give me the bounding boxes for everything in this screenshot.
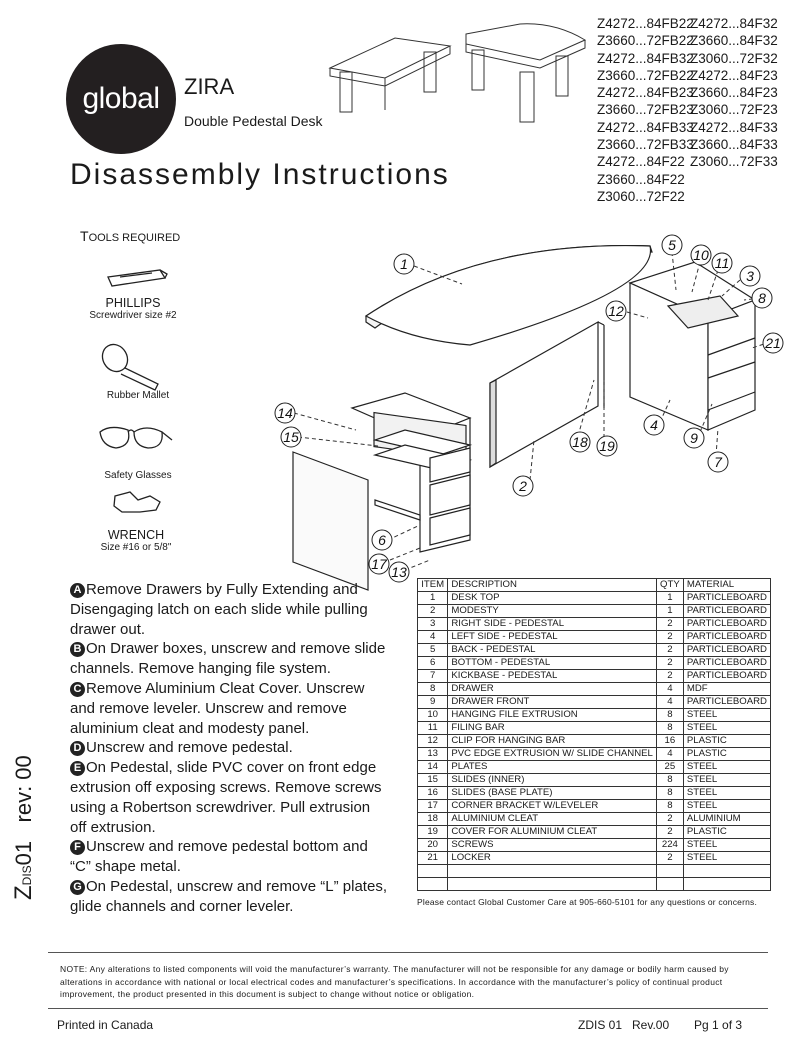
tool-detail: Size #16 or 5/8" [100, 542, 172, 553]
step-text: On Pedestal, unscrew and remove “L” plates, glide channels and corner leveler. [70, 877, 387, 915]
model-number: Z3060...72F32 [690, 50, 778, 66]
table-cell: 2 [656, 631, 683, 644]
table-cell: 1 [656, 592, 683, 605]
code-rev: rev: 00 [11, 755, 36, 823]
callout-number: 18 [572, 434, 588, 450]
tools-heading [80, 228, 180, 244]
table-cell: STEEL [683, 852, 770, 865]
table-row [418, 631, 771, 644]
exploded-view [293, 246, 755, 590]
table-cell: DESK TOP [448, 592, 657, 605]
table-row [418, 618, 771, 631]
product-name: ZIRA [184, 74, 235, 99]
table-cell: 1 [656, 605, 683, 618]
callout-number: 5 [668, 237, 676, 253]
table-cell: FILING BAR [448, 722, 657, 735]
callout-number: 13 [391, 564, 407, 580]
table-row [418, 761, 771, 774]
table-cell: BOTTOM - PEDESTAL [448, 657, 657, 670]
table-cell: 17 [418, 800, 448, 813]
table-row [418, 696, 771, 709]
legal-note: NOTE: Any alterations to listed components will void the manufacturer’s warranty. The manufacturer will not be responsible for any damage or bodily harm caused by alterations in accordance with national or local electrical codes and manufacturer’s specifications. In accordance with the manufacturer’s policy of continual product improvement, the product presented in this document is subject to change without notice or obligation. [60, 964, 729, 999]
table-cell: RIGHT SIDE - PEDESTAL [448, 618, 657, 631]
model-number: Z3660...72FB33 [597, 137, 694, 153]
tool-name: PHILLIPS [105, 296, 161, 310]
product-subtitle: Double Pedestal Desk [184, 113, 323, 129]
table-cell: 2 [656, 657, 683, 670]
table-cell: PLASTIC [683, 748, 770, 761]
model-number: Z4272...84FB32 [597, 50, 694, 66]
step-text: On Drawer boxes, unscrew and remove slide channels. Remove hanging file system. [70, 640, 386, 678]
table-row [418, 839, 771, 852]
table-row [418, 657, 771, 670]
table-cell: 8 [656, 787, 683, 800]
table-cell: 4 [656, 683, 683, 696]
table-cell: PARTICLEBOARD [683, 631, 770, 644]
footer-printed: Printed in Canada [57, 1018, 154, 1032]
table-cell: 4 [656, 696, 683, 709]
model-number: Z4272...84F23 [690, 67, 778, 83]
step-letter-icon: A [70, 583, 85, 598]
mallet-icon [98, 340, 158, 390]
table-cell: PARTICLEBOARD [683, 618, 770, 631]
callout-number: 14 [277, 405, 293, 421]
table-cell: PLATES [448, 761, 657, 774]
table-cell: 16 [418, 787, 448, 800]
tool-wrench [61, 528, 211, 553]
table-cell: PVC EDGE EXTRUSION W/ SLIDE CHANNEL [448, 748, 657, 761]
table-row [418, 813, 771, 826]
tool-detail: Safety Glasses [104, 470, 172, 481]
col-qty: QTY [656, 579, 683, 592]
tool-name: WRENCH [107, 528, 165, 542]
table-cell: PLASTIC [683, 735, 770, 748]
step-text: Remove Drawers by Fully Extending and Disengaging latch on each slide while pulling drawer out. [70, 581, 368, 638]
tools-heading-cap: T [80, 228, 89, 244]
callout-number: 4 [650, 417, 658, 433]
table-cell: 8 [656, 800, 683, 813]
footer-doc: ZDIS 01 [578, 1018, 623, 1032]
table-cell: 12 [418, 735, 448, 748]
table-cell: 14 [418, 761, 448, 774]
table-cell: MODESTY [448, 605, 657, 618]
callout-number: 19 [599, 438, 615, 454]
model-number: Z4272...84FB22 [597, 16, 694, 31]
table-cell: LOCKER [448, 852, 657, 865]
table-row [418, 852, 771, 865]
step-text: Unscrew and remove pedestal. [86, 739, 293, 757]
table-cell: STEEL [683, 839, 770, 852]
table-row [418, 605, 771, 618]
document-code-vertical [10, 700, 38, 900]
model-number: Z4272...84FB23 [597, 85, 694, 101]
table-row [418, 722, 771, 735]
callout-number: 15 [283, 429, 299, 445]
instruction-step [70, 679, 390, 738]
table-cell: 3 [418, 618, 448, 631]
table-cell: 2 [656, 826, 683, 839]
step-letter-icon: F [70, 840, 85, 855]
parts-table [417, 578, 771, 891]
table-cell: CLIP FOR HANGING BAR [448, 735, 657, 748]
col-description: DESCRIPTION [448, 579, 657, 592]
table-cell: SLIDES (BASE PLATE) [448, 787, 657, 800]
table-cell: PARTICLEBOARD [683, 657, 770, 670]
table-row-empty [418, 865, 771, 878]
table-cell: 18 [418, 813, 448, 826]
callout-number: 17 [371, 556, 387, 572]
model-number: Z3660...84F22 [597, 171, 685, 187]
col-item: ITEM [418, 579, 448, 592]
callout-number: 8 [758, 290, 766, 306]
desk-thumbnail-1 [330, 38, 450, 112]
table-cell: PARTICLEBOARD [683, 592, 770, 605]
instruction-steps [70, 580, 390, 917]
divider [48, 952, 768, 953]
table-cell: PARTICLEBOARD [683, 696, 770, 709]
table-cell: CORNER BRACKET W/LEVELER [448, 800, 657, 813]
table-cell: STEEL [683, 761, 770, 774]
table-cell: HANGING FILE EXTRUSION [448, 709, 657, 722]
step-text: Remove Aluminium Cleat Cover. Unscrew and remove leveler. Unscrew and remove aluminium cleat and modesty panel. [70, 679, 365, 737]
table-cell: 9 [418, 696, 448, 709]
table-cell: 1 [418, 592, 448, 605]
page-title: Disassembly Instructions [70, 158, 450, 191]
table-cell: 2 [656, 813, 683, 826]
table-cell: 7 [418, 670, 448, 683]
divider [48, 1008, 768, 1009]
callout-number: 2 [519, 478, 527, 494]
table-cell: 224 [656, 839, 683, 852]
table-cell: 25 [656, 761, 683, 774]
step-text: On Pedestal, slide PVC cover on front edge extrusion off exposing screws. Remove screws using a Robertson screwdriver. Pull extrusion off extrusion. [70, 759, 382, 836]
table-row-empty [418, 878, 771, 891]
table-cell: PARTICLEBOARD [683, 670, 770, 683]
table-row [418, 670, 771, 683]
code-num: 01 [11, 840, 36, 866]
table-cell: ALUMINIUM CLEAT [448, 813, 657, 826]
model-number: Z3660...72FB23 [597, 102, 694, 118]
table-cell: MDF [683, 683, 770, 696]
step-letter-icon: B [70, 642, 85, 657]
callout-number: 7 [714, 454, 722, 470]
table-cell: 4 [418, 631, 448, 644]
callout-number: 10 [693, 247, 709, 263]
table-cell: BACK - PEDESTAL [448, 644, 657, 657]
table-cell: 6 [418, 657, 448, 670]
instruction-step [70, 639, 390, 679]
desk-thumbnail-2 [466, 24, 585, 122]
tool-glasses [63, 470, 213, 481]
callout-number: 11 [714, 255, 730, 271]
table-cell: STEEL [683, 722, 770, 735]
table-cell: 4 [656, 748, 683, 761]
callout-number: 12 [608, 303, 624, 319]
callout-number: 9 [690, 430, 698, 446]
model-number: Z3660...84F32 [690, 33, 778, 49]
contact-text: Please contact Global Customer Care at 905-660-5101 for any questions or concerns. [417, 897, 758, 907]
step-letter-icon: C [70, 682, 85, 697]
code-z: Z [10, 885, 37, 900]
tool-detail: Screwdriver size #2 [89, 310, 177, 321]
callout-number: 3 [746, 268, 754, 284]
callout-number: 21 [765, 335, 781, 351]
tools-heading-rest: OOLS REQUIRED [88, 232, 181, 244]
table-cell: ALUMINIUM [683, 813, 770, 826]
table-cell: COVER FOR ALUMINIUM CLEAT [448, 826, 657, 839]
glasses-icon [100, 427, 172, 448]
table-cell: PARTICLEBOARD [683, 605, 770, 618]
table-header-row [418, 579, 771, 592]
table-row [418, 774, 771, 787]
table-row [418, 709, 771, 722]
table-cell: 2 [656, 670, 683, 683]
instruction-step [70, 738, 390, 758]
wrench-icon [114, 492, 160, 512]
table-row [418, 644, 771, 657]
model-number: Z3660...72FB22 [597, 33, 694, 49]
table-row [418, 683, 771, 696]
table-cell: 11 [418, 722, 448, 735]
table-cell: 8 [418, 683, 448, 696]
screwdriver-icon [108, 270, 167, 286]
model-number: Z3660...84F33 [690, 137, 778, 153]
model-number: Z4272...84F33 [690, 119, 778, 135]
table-cell: DRAWER FRONT [448, 696, 657, 709]
table-row [418, 592, 771, 605]
table-row [418, 826, 771, 839]
table-cell: 13 [418, 748, 448, 761]
table-cell: 2 [656, 618, 683, 631]
table-cell: 10 [418, 709, 448, 722]
table-cell: 16 [656, 735, 683, 748]
table-cell: 2 [418, 605, 448, 618]
table-cell: STEEL [683, 774, 770, 787]
table-cell: 8 [656, 709, 683, 722]
table-cell: 2 [656, 644, 683, 657]
table-cell: 19 [418, 826, 448, 839]
table-cell: 8 [656, 722, 683, 735]
footer-rev: Rev.00 [632, 1018, 670, 1032]
footer-page: Pg 1 of 3 [694, 1018, 743, 1032]
table-row [418, 787, 771, 800]
model-number: Z4272...84FB33 [597, 119, 694, 135]
tool-phillips [58, 296, 208, 321]
callout-number: 1 [400, 256, 408, 272]
tool-mallet [63, 390, 213, 401]
table-cell: STEEL [683, 800, 770, 813]
table-cell: PARTICLEBOARD [683, 644, 770, 657]
table-cell: 8 [656, 774, 683, 787]
table-cell: 2 [656, 852, 683, 865]
step-letter-icon: G [70, 880, 85, 895]
table-cell: KICKBASE - PEDESTAL [448, 670, 657, 683]
code-dis: DIS [20, 865, 34, 886]
instruction-step [70, 580, 390, 639]
table-cell: STEEL [683, 709, 770, 722]
table-cell: STEEL [683, 787, 770, 800]
model-number: Z3660...84F23 [690, 85, 778, 101]
model-number: Z4272...84F32 [690, 16, 778, 31]
table-cell: 15 [418, 774, 448, 787]
step-letter-icon: E [70, 761, 85, 776]
step-letter-icon: D [70, 741, 85, 756]
table-cell: LEFT SIDE - PEDESTAL [448, 631, 657, 644]
table-cell: 5 [418, 644, 448, 657]
model-number: Z3060...72F33 [690, 154, 778, 170]
table-row [418, 748, 771, 761]
table-cell: 21 [418, 852, 448, 865]
table-cell: DRAWER [448, 683, 657, 696]
table-cell: 20 [418, 839, 448, 852]
model-number: Z3660...72FB22 [597, 67, 694, 83]
instruction-step [70, 837, 390, 877]
logo-text: global [82, 82, 160, 115]
callout-number: 6 [378, 532, 386, 548]
instruction-step [70, 877, 390, 917]
step-text: Unscrew and remove pedestal bottom and “C” shape metal. [70, 838, 368, 876]
tool-detail: Rubber Mallet [106, 390, 170, 401]
model-number: Z3060...72F23 [690, 102, 778, 118]
table-cell: PLASTIC [683, 826, 770, 839]
table-row [418, 800, 771, 813]
instruction-step [70, 758, 390, 837]
table-cell: SLIDES (INNER) [448, 774, 657, 787]
col-material: MATERIAL [683, 579, 770, 592]
table-row [418, 735, 771, 748]
table-cell: SCREWS [448, 839, 657, 852]
model-number: Z4272...84F22 [597, 154, 685, 170]
model-number: Z3060...72F22 [597, 188, 685, 204]
